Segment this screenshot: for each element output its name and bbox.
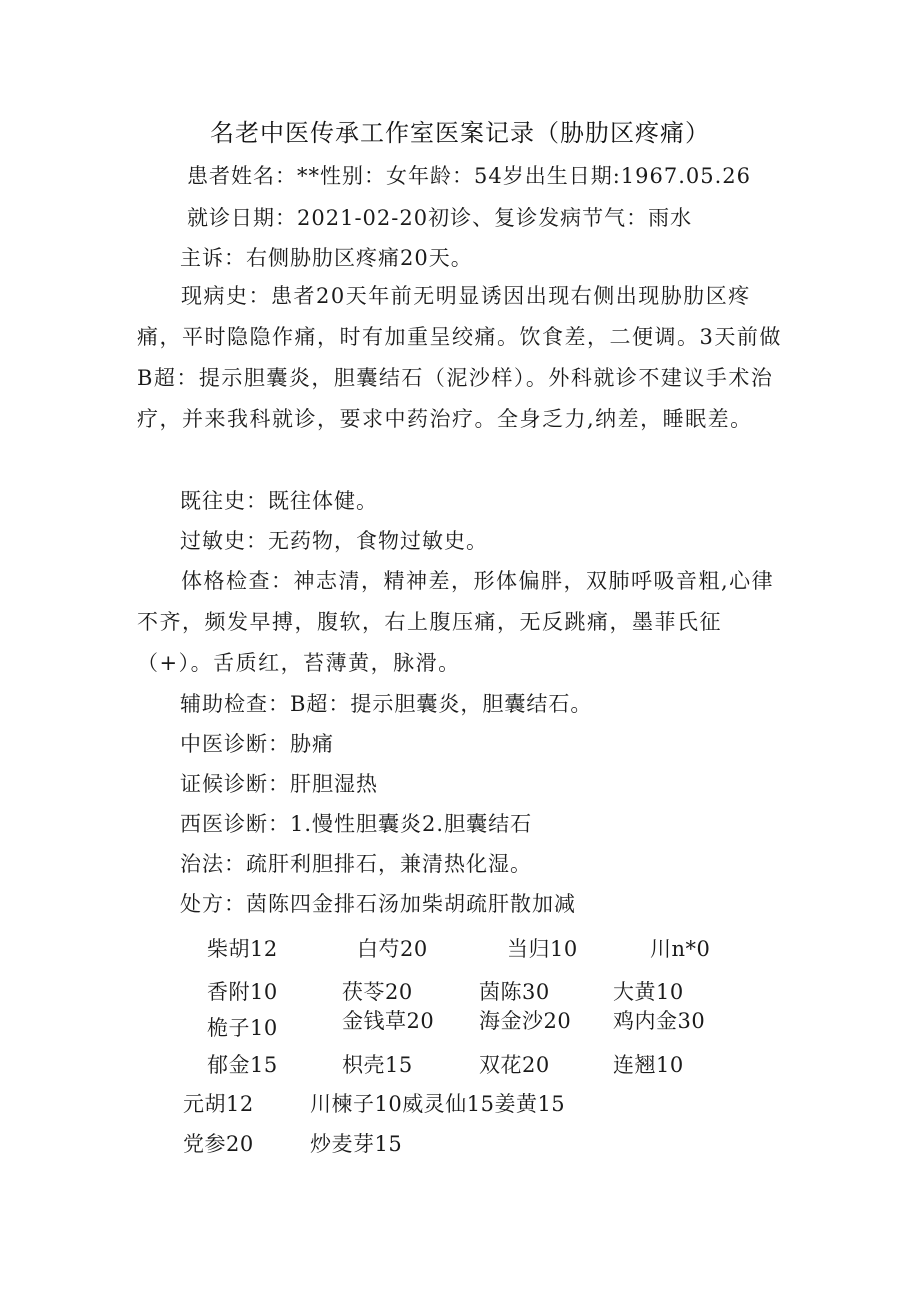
- herb-item: 炒麦芽15: [310, 1132, 403, 1156]
- chief-complaint: 主诉：右侧胁肋区疼痛20天。: [180, 246, 473, 270]
- herb-item: 川n*0: [650, 937, 711, 961]
- syndrome-diagnosis: 证候诊断：肝胆湿热: [180, 772, 378, 796]
- tcm-diagnosis: 中医诊断：胁痛: [180, 732, 334, 756]
- treatment-method: 治法：疏肝利胆排石，兼清热化湿。: [180, 852, 532, 876]
- herb-item: 海金沙20: [479, 1009, 572, 1033]
- herb-item: 鸡内金30: [613, 1009, 706, 1033]
- herb-item: 郁金15: [207, 1053, 278, 1077]
- herb-item: 党参20: [183, 1132, 254, 1156]
- document-title: 名老中医传承工作室医案记录（胁肋区疼痛）: [210, 119, 710, 147]
- herb-item: 双花20: [479, 1053, 550, 1077]
- patient-info: 患者姓名：**性别：女年龄：54岁出生日期:1967.05.26: [187, 164, 752, 188]
- present-illness: 现病史：患者20天年前无明显诱因出现右侧出现胁肋区疼痛，平时隐隐作痛，时有加重呈绞痛。饮食差，二便调。3天前做B超：提示胆囊炎，胆囊结石（泥沙样）。外科就诊不建议手术治疗，并来我科就诊，要求中药治疗。全身乏力,纳差，睡眠差。: [137, 284, 782, 431]
- herb-item: 桅子10: [207, 1016, 278, 1040]
- herb-item: 枳壳15: [342, 1053, 413, 1077]
- herb-item: 金钱草20: [342, 1009, 435, 1033]
- western-diagnosis: 西医诊断：1.慢性胆囊炎2.胆囊结石: [180, 812, 533, 836]
- physical-exam: 体格检查：神志清，精神差，形体偏胖，双肺呼吸音粗,心律不齐，频发早搏，腹软，右上腹压痛，无反跳痛，墨菲氏征（+）。舌质红，苔薄黄，脉滑。: [137, 569, 775, 675]
- herb-item: 茵陈30: [479, 980, 550, 1004]
- herb-item: 元胡12: [183, 1092, 254, 1116]
- herb-item: 大黄10: [613, 980, 684, 1004]
- visit-info: 就诊日期：2021-02-20初诊、复诊发病节气：雨水: [187, 206, 693, 230]
- prescription: 处方：茵陈四金排石汤加柴胡疏肝散加减: [180, 892, 576, 916]
- herb-item: 川楝子10威灵仙15姜黄15: [310, 1092, 566, 1116]
- herb-item: 连翘10: [613, 1053, 684, 1077]
- herb-item: 茯苓20: [342, 980, 413, 1004]
- herb-item: 香附10: [207, 980, 278, 1004]
- auxiliary-exam: 辅助检查：B超：提示胆囊炎，胆囊结石。: [180, 692, 593, 716]
- herb-item: 当归10: [507, 937, 578, 961]
- allergy-history: 过敏史：无药物，食物过敏史。: [180, 529, 488, 553]
- herb-item: 柴胡12: [207, 937, 278, 961]
- herb-item: 白芍20: [357, 937, 428, 961]
- past-history: 既往史：既往体健。: [180, 489, 378, 513]
